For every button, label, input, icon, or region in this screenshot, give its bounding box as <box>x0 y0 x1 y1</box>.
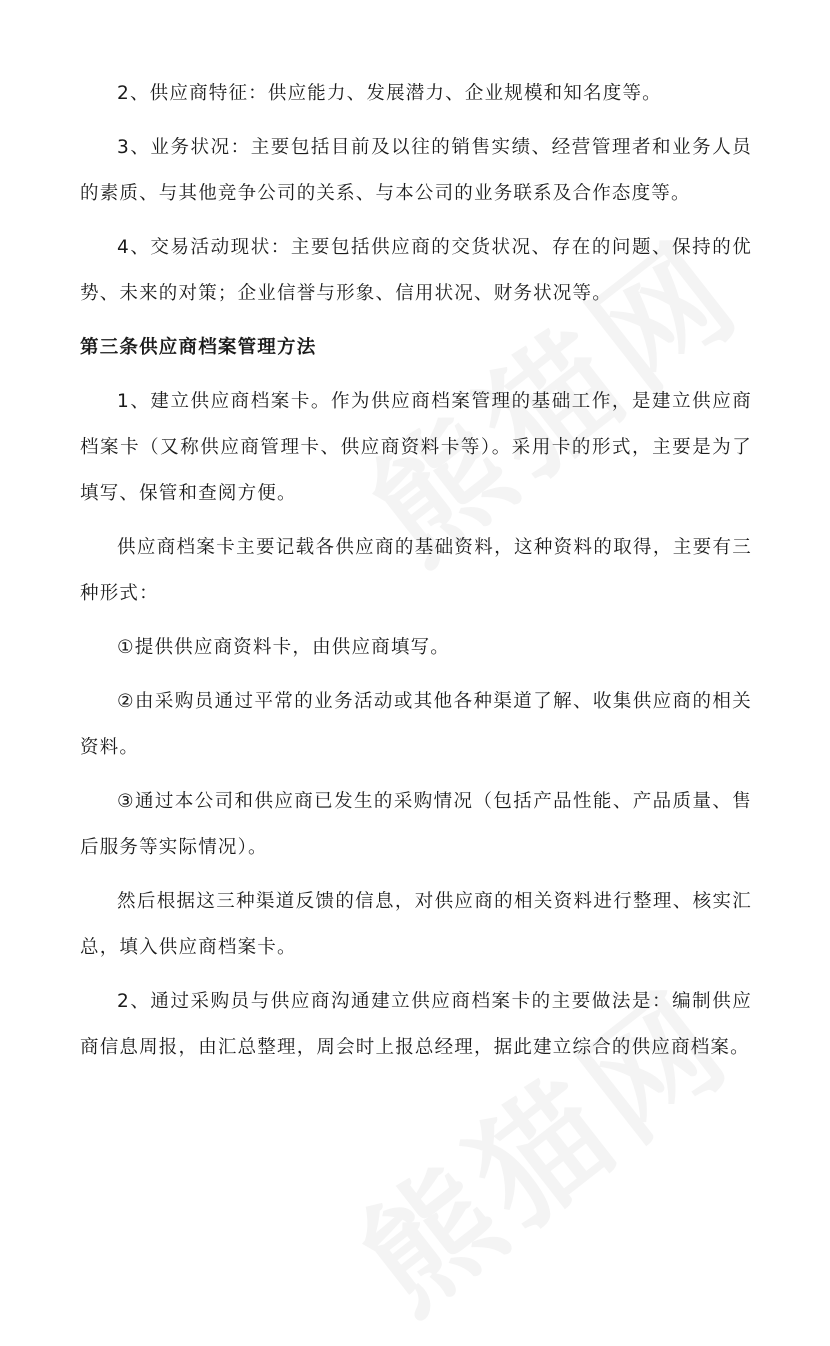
list-item-3: ③通过本公司和供应商已发生的采购情况（包括产品性能、产品质量、售后服务等实际情况）。 <box>80 791 752 858</box>
section-heading: 第三条供应商档案管理方法 <box>80 337 317 358</box>
paragraph-business-status: 3、业务状况：主要包括目前及以往的销售实绩、经营管理者和业务人员的素质、与其他竞争公司的关系、与本公司的业务联系及合作态度等。 <box>80 137 752 204</box>
document-body <box>80 71 752 1079</box>
paragraph-weekly-report: 2、通过采购员与供应商沟通建立供应商档案卡的主要做法是：编制供应商信息周报，由汇总整理，周会时上报总经理，据此建立综合的供应商档案。 <box>80 991 752 1058</box>
paragraph-summary: 然后根据这三种渠道反馈的信息，对供应商的相关资料进行整理、核实汇总，填入供应商档案卡。 <box>80 891 752 958</box>
list-item-1: ①提供供应商资料卡，由供应商填写。 <box>117 637 450 658</box>
paragraph-supplier-features: 2、供应商特征：供应能力、发展潜力、企业规模和知名度等。 <box>117 83 662 104</box>
paragraph-card-content: 供应商档案卡主要记载各供应商的基础资料，这种资料的取得，主要有三种形式： <box>80 537 752 604</box>
paragraph-create-card: 1、建立供应商档案卡。作为供应商档案管理的基础工作，是建立供应商档案卡（又称供应商管理卡、供应商资料卡等）。采用卡的形式，主要是为了填写、保管和查阅方便。 <box>80 391 752 504</box>
list-item-2: ②由采购员通过平常的业务活动或其他各种渠道了解、收集供应商的相关资料。 <box>80 691 752 758</box>
paragraph-trade-status: 4、交易活动现状：主要包括供应商的交货状况、存在的问题、保持的优势、未来的对策；企业信誉与形象、信用状况、财务状况等。 <box>80 237 752 304</box>
